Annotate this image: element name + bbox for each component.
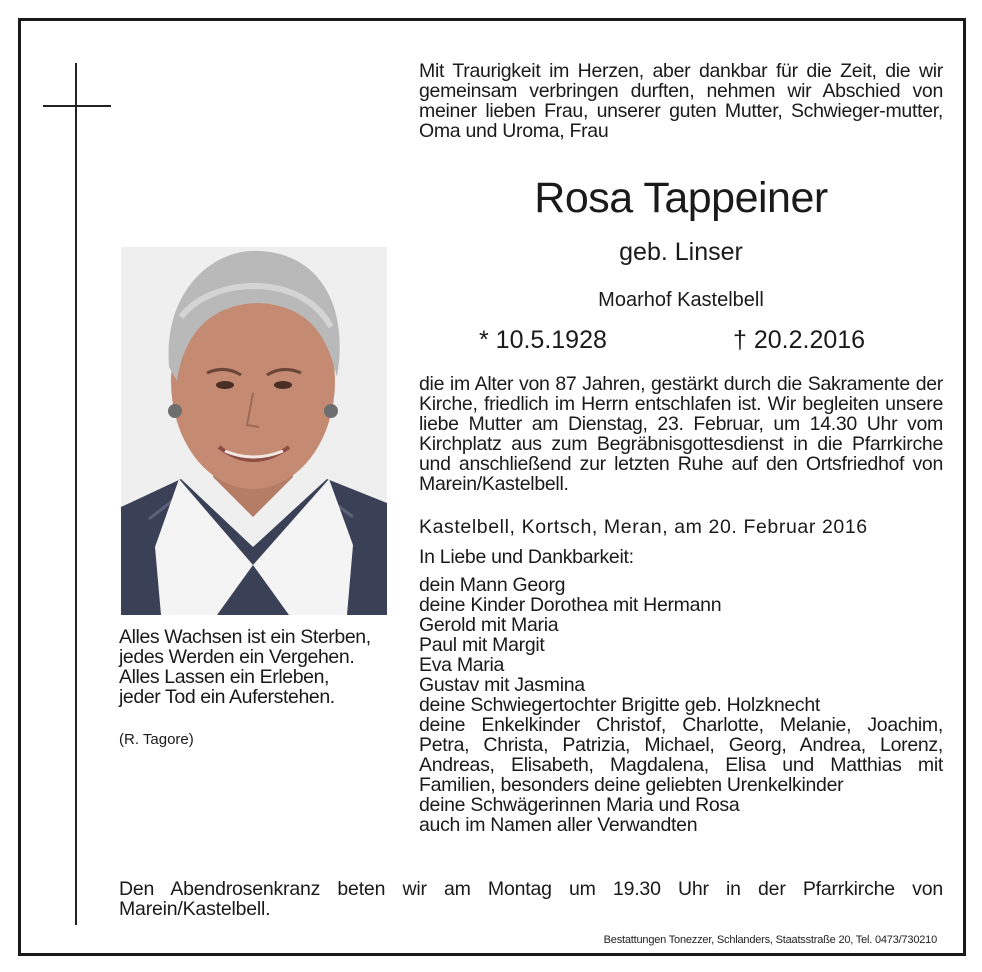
- deceased-name: Rosa Tappeiner: [534, 174, 828, 222]
- mourner-entry: deine Enkelkinder Christof, Charlotte, Melanie, Joachim, Petra, Christa, Patrizia, Michael, Georg, Andrea, Lorenz, Andreas, Elisabeth, Magdalena, Elisa und Matthias mit Familien, besonders deine geliebten Urenkelkinder: [419, 714, 943, 796]
- cross-vertical-bar: [75, 63, 77, 925]
- funeral-home-credit: Bestattungen Tonezzer, Schlanders, Staatsstraße 20, Tel. 0473/730210: [603, 934, 937, 946]
- mourner-entry: dein Mann Georg: [419, 574, 566, 596]
- mourner-entry: Eva Maria: [419, 654, 505, 676]
- cross-horizontal-bar: [43, 105, 111, 107]
- mourner-entry: deine Schwägerinnen Maria und Rosa: [419, 794, 740, 816]
- mourner-entry: Gustav mit Jasmina: [419, 674, 585, 696]
- mourner-entry: Paul mit Margit: [419, 634, 545, 656]
- obituary-frame: [18, 18, 966, 956]
- mourners-list: [419, 575, 943, 835]
- mourner-entry: Gerold mit Maria: [419, 614, 559, 636]
- mourners-heading: In Liebe und Dankbarkeit:: [419, 546, 634, 568]
- mourner-entry: deine Schwiegertochter Brigitte geb. Holzknecht: [419, 694, 821, 716]
- quote: [119, 627, 399, 707]
- quote-author: (R. Tagore): [119, 731, 194, 748]
- maiden-name: geb. Linser: [619, 238, 743, 266]
- quote-line: jedes Werden ein Vergehen.: [119, 646, 355, 668]
- intro-text: Mit Traurigkeit im Herzen, aber dankbar für die Zeit, die wir gemeinsam verbringen durften, nehmen wir Abschied von meiner lieben Frau, unserer guten Mutter, Schwieger-mutter, Oma und Uroma, Frau: [419, 60, 943, 142]
- home-place: Moarhof Kastelbell: [598, 289, 764, 311]
- place-and-date: Kastelbell, Kortsch, Meran, am 20. Februar 2016: [419, 516, 868, 538]
- funeral-details: die im Alter von 87 Jahren, gestärkt durch die Sakramente der Kirche, friedlich im Herrn entschlafen ist. Wir begleiten unsere liebe Mutter am Dienstag, 23. Februar, um 14.30 Uhr vom Kirchplatz aus zum Begräbnisgottesdienst in die Pfarrkirche und anschließend zur letzten Ruhe auf den Ortsfriedhof von Marein/Kastelbell.: [419, 373, 943, 495]
- mourner-entry: auch im Namen aller Verwandten: [419, 814, 698, 836]
- quote-line: Alles Lassen ein Erleben,: [119, 666, 330, 688]
- portrait-photo: [121, 247, 387, 615]
- death-date: † 20.2.2016: [733, 326, 866, 354]
- quote-line: Alles Wachsen ist ein Sterben,: [119, 626, 371, 648]
- mourner-entry: deine Kinder Dorothea mit Hermann: [419, 594, 722, 616]
- quote-line: jeder Tod ein Auferstehen.: [119, 686, 335, 708]
- portrait-illustration: [121, 247, 387, 615]
- birth-date: * 10.5.1928: [479, 326, 607, 354]
- rosary-notice: Den Abendrosenkranz beten wir am Montag um 19.30 Uhr in der Pfarrkirche von Marein/Kastelbell.: [119, 878, 943, 920]
